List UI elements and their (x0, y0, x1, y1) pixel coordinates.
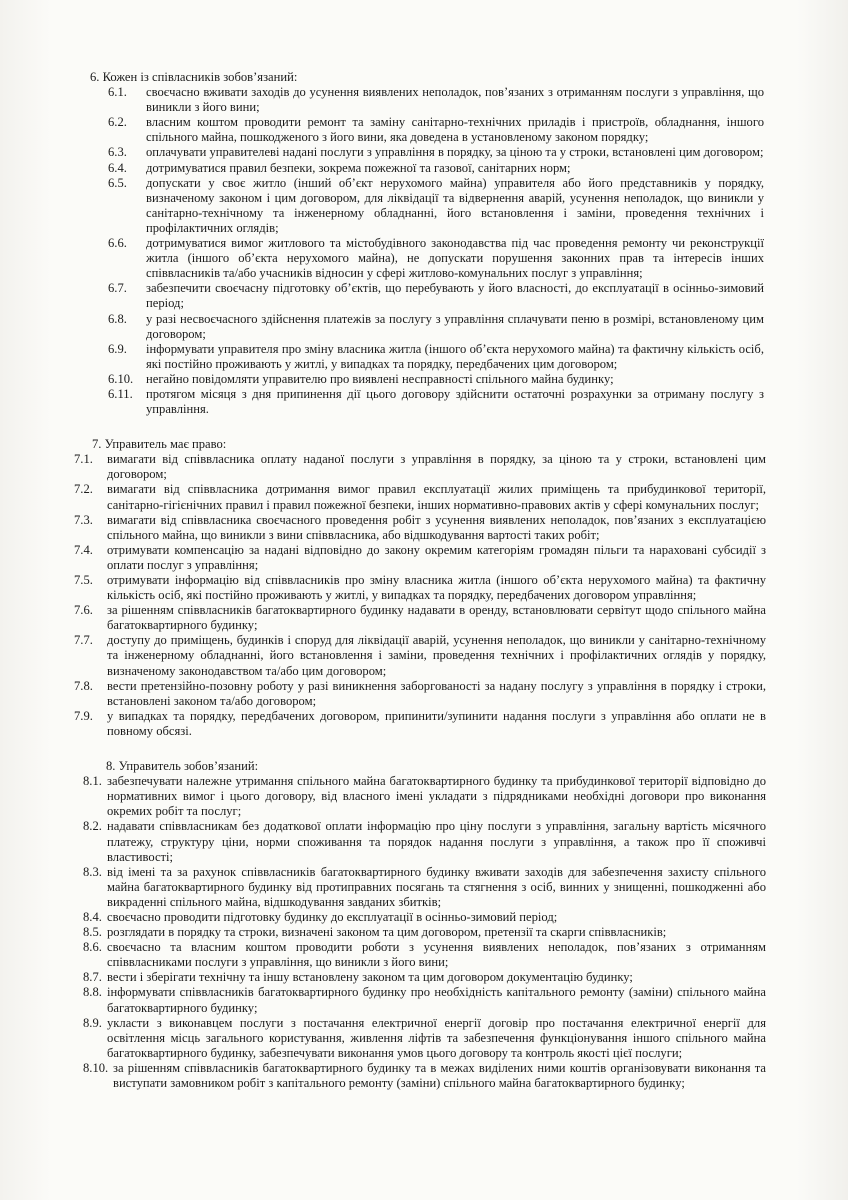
clause-6-3 (0, 145, 848, 160)
clause-text: вести і зберігати технічну та іншу встановлену законом та цим договором документацію будинку; (107, 970, 633, 985)
clause-text: надавати співвласникам без додаткової оплати інформацію про ціну послуги з управління, загальну вартість місячного платежу, структуру ціни, норми споживання та порядок надання послуги з управління, а також про її споживчі властивості; (107, 819, 766, 864)
clause-number: 6.1. (108, 85, 127, 100)
clause-text: своєчасно та власним коштом проводити роботи з усунення виявлених неполадок, пов’язаних з отриманням співвласниками послуги з управління, що виникли з його вини; (107, 940, 766, 970)
clause-text: вимагати від співвласника своєчасного проведення робіт з усунення виявлених неполадок, пов’язаних з експлуатацією спільного майна, що виникли з вини співвласника, або відшкодування вартості таких робіт; (107, 512, 766, 542)
clause-text: дотримуватися правил безпеки, зокрема пожежної та газової, санітарних норм; (146, 160, 571, 175)
clause-number: 6.11. (108, 386, 133, 401)
clause-8-7 (0, 970, 848, 985)
clause-text: у випадках та порядку, передбачених договором, припинити/зупинити надання послуги з управління або оплати не в повному обсязі. (107, 708, 766, 738)
clause-number: 6.7. (108, 281, 127, 296)
clause-number: 8.8. (83, 985, 102, 1000)
clause-number: 7.3. (74, 512, 93, 527)
clause-text: за рішенням співвласників багатоквартирного будинку надавати в оренду, встановлювати сервітут щодо спільного майна багатоквартирного будинку; (107, 603, 766, 633)
clause-8-6 (0, 940, 848, 970)
clause-number: 6.3. (108, 145, 127, 160)
clause-text: оплачувати управителеві надані послуги з управління в порядку, за ціною та у строки, встановлені цим договором; (146, 145, 764, 160)
clause-8-10 (0, 1061, 848, 1091)
clause-text: отримувати компенсацію за надані відповідно до закону окремим категоріям громадян пільги та нараховані субсидії з оплати послуг з управління; (107, 542, 766, 572)
clause-number: 8.7. (83, 970, 102, 985)
clause-6-6 (0, 236, 848, 281)
clause-number: 7.5. (74, 573, 93, 587)
section-6 (0, 70, 848, 417)
clause-text: розглядати в порядку та строки, визначені законом та цим договором, претензії та скарги співвласників; (107, 925, 667, 940)
clause-text: протягом місяця з дня припинення дії цього договору здійснити остаточні розрахунки за отриману послугу з управління. (146, 386, 764, 417)
clause-number: 7.1. (74, 452, 93, 467)
clause-text: забезпечувати належне утримання спільного майна багатоквартирного будинку та прибудинкової території відповідно до нормативних вимог і цього договору, від власного імені укладати з підрядниками необхідні договори про виконання окремих робіт та послуг; (107, 774, 766, 819)
clause-7-5 (0, 573, 848, 603)
clause-7-9 (0, 709, 848, 739)
clause-6-1 (0, 85, 848, 115)
section-7-heading: 7. Управитель має право: (92, 437, 227, 452)
clause-8-8 (0, 985, 848, 1015)
clause-text: дотримуватися вимог житлового та містобудівного законодавства під час проведення ремонту чи реконструкції житла (іншого об’єкта нерухомого майна), не допускати порушення законних прав та інтересів інших співвласників та/або учасників відносин у сфері житлово-комунальних послуг з управління; (146, 236, 764, 281)
clause-text: вимагати від співвласника оплату наданої послуги з управління в порядку, за ціною та у строки, встановлені цим договором; (107, 452, 766, 482)
document-content (0, 70, 848, 1111)
clause-number: 8.1. (83, 774, 102, 789)
clause-text: від імені та за рахунок співвласників багатоквартирного будинку вживати заходів для забезпечення захисту спільного майна багатоквартирного будинку від протиправних посягань та стягнення з осіб, винних у знищенні, пошкодженні або викраденні спільного майна, відшкодування завданих збитків; (107, 864, 766, 909)
clause-number: 6.2. (108, 115, 127, 130)
clause-text: негайно повідомляти управителю про виявлені несправності спільного майна будинку; (146, 371, 614, 386)
clause-8-5 (0, 925, 848, 940)
clause-text: інформувати управителя про зміну власника житла (іншого об’єкта нерухомого майна) та фактичну кількість осіб, які постійно проживають у житлі, у випадках та порядку, передбачених цим договором; (146, 341, 764, 371)
clause-7-2 (0, 482, 848, 512)
clause-number: 6.10. (108, 371, 134, 386)
section-7 (0, 437, 848, 739)
clause-7-8 (0, 679, 848, 709)
clause-6-4 (0, 161, 848, 176)
clause-text: своєчасно вживати заходів до усунення виявлених неполадок, пов’язаних з отриманням послуги з управління, що виникли з його вини; (146, 85, 764, 115)
clause-number: 6.4. (108, 160, 127, 175)
section-6-heading: 6. Кожен із співласників зобов’язаний: (90, 70, 298, 84)
clause-6-7 (0, 281, 848, 311)
clause-7-7 (0, 633, 848, 678)
clause-8-2 (0, 819, 848, 864)
clause-text: вести претензійно-позовну роботу у разі виникнення заборгованості за надану послугу з управління в порядку і строки, встановлені законом та/або договором; (107, 678, 766, 708)
section-8-heading: 8. Управитель зобов’язаний: (106, 759, 259, 774)
clause-text: інформувати співвласників багатоквартирного будинку про необхідність капітального ремонту (заміни) спільного майна багатоквартирного будинку; (107, 985, 766, 1015)
clause-number: 7.6. (74, 603, 93, 618)
clause-number: 8.5. (83, 925, 102, 940)
clause-6-11 (0, 387, 848, 417)
clause-number: 7.4. (74, 542, 93, 557)
clause-text: власним коштом проводити ремонт та заміну санітарно-технічних приладів і пристроїв, обладнання, іншого спільного майна, пошкодженого з його вини, яка доведена в установленому законом порядку; (146, 115, 764, 145)
clause-number: 6.8. (108, 311, 127, 326)
clause-7-3 (0, 513, 848, 543)
clause-number: 6.5. (108, 175, 127, 190)
clause-number: 7.8. (74, 678, 93, 693)
clause-7-6 (0, 603, 848, 633)
clause-number: 6.9. (108, 341, 127, 356)
clause-text: отримувати інформацію від співвласників про зміну власника житла (іншого об’єкта нерухомого майна) та фактичну кількість осіб, які постійно проживають у житлі, у випадках та порядку, передбачених договором управління; (107, 573, 766, 603)
clause-8-9 (0, 1016, 848, 1061)
clause-number: 6.6. (108, 236, 127, 251)
clause-text: доступу до приміщень, будинків і споруд для ліквідації аварій, усунення неполадок, що виникли у санітарно-технічному та інженерному обладнанні, його встановлення і заміни, проведення технічних і профілактичних оглядів у порядку, визначеному законодавством та/або цим договором; (107, 633, 766, 678)
clause-6-2 (0, 115, 848, 145)
clause-6-5 (0, 176, 848, 236)
clause-number: 8.3. (83, 864, 102, 879)
clause-8-3 (0, 865, 848, 910)
clause-8-1 (0, 774, 848, 819)
clause-7-4 (0, 543, 848, 573)
clause-8-4 (0, 910, 848, 925)
section-8 (0, 759, 848, 1091)
clause-text: забезпечити своєчасну підготовку об’єктів, що перебувають у його власності, до експлуатації в осінньо-зимовий період; (146, 281, 764, 311)
clause-6-9 (0, 342, 848, 372)
clause-6-8 (0, 312, 848, 342)
clause-text: укласти з виконавцем послуги з постачання електричної енергії договір про постачання електричної енергії для освітлення місць загального користування, живлення ліфтів та забезпечення функціонування іншого спільного майна багатоквартирного будинку, забезпечувати виконання умов цього договору та контроль якості цієї послуги; (107, 1015, 766, 1060)
clause-number: 7.2. (74, 482, 93, 497)
clause-number: 8.10. (83, 1060, 109, 1075)
clause-7-1 (0, 452, 848, 482)
clause-6-10 (0, 372, 848, 387)
clause-number: 8.6. (83, 940, 102, 955)
clause-number: 8.2. (83, 819, 102, 834)
clause-text: за рішенням співвласників багатоквартирного будинку та в межах виділених ними коштів організовувати виконання та виступати замовником робіт з капітального ремонту (заміни) спільного майна багатоквартирного будинку; (113, 1060, 766, 1090)
clause-text: допускати у своє житло (інший об’єкт нерухомого майна) управителя або його представників у порядку, визначеному законом і цим договором, для ліквідації та відвернення аварій, усунення неполадок, що виникли у санітарно-технічному та інженерному обладнанні, його встановлення і заміни, проведення технічних і профілактичних оглядів; (146, 175, 764, 235)
clause-number: 7.7. (74, 633, 93, 648)
clause-text: вимагати від співвласника дотримання вимог правил експлуатації жилих приміщень та прибудинкової території, санітарно-гігієнічних правил і правил пожежної безпеки, інших нормативно-правових актів у сфері комунальних послуг; (107, 482, 766, 512)
clause-text: своєчасно проводити підготовку будинку до експлуатації в осінньо-зимовий період; (107, 909, 558, 924)
clause-number: 7.9. (74, 708, 93, 723)
clause-number: 8.4. (83, 909, 102, 924)
clause-text: у разі несвоєчасного здійснення платежів за послугу з управління сплачувати пеню в розмірі, встановленому цим договором; (146, 311, 764, 341)
clause-number: 8.9. (83, 1015, 102, 1030)
